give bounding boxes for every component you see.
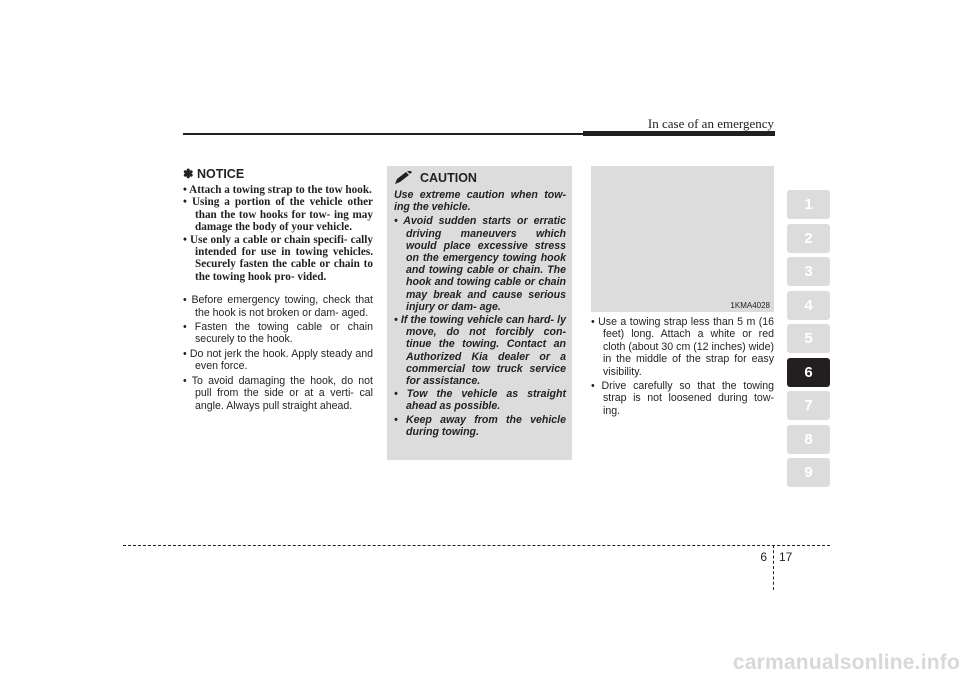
caution-item: • If the towing vehicle can hard- ly move, do not forcibly con- tinue the towing. Contact an Authorized Kia dealer or a commercial tow truck service for assistance. bbox=[394, 314, 566, 387]
page-number: 17 bbox=[779, 550, 793, 564]
chapter-tab-9[interactable]: 9 bbox=[787, 458, 830, 487]
caution-intro: Use extreme caution when tow- ing the vehicle. bbox=[394, 189, 566, 214]
chapter-tab-4[interactable]: 4 bbox=[787, 291, 830, 320]
strap-tips-column bbox=[591, 316, 774, 419]
chapter-tab-2[interactable]: 2 bbox=[787, 224, 830, 253]
section-title: In case of an emergency bbox=[647, 116, 774, 131]
instruction-item: • Do not jerk the hook. Apply steady and even force. bbox=[183, 348, 373, 373]
footer-divider bbox=[773, 545, 774, 590]
caution-item: • Tow the vehicle as straight ahead as possible. bbox=[394, 388, 566, 412]
chapter-tab-7[interactable]: 7 bbox=[787, 391, 830, 420]
figure-code: 1KMA4028 bbox=[730, 301, 770, 310]
chapter-tab-1[interactable]: 1 bbox=[787, 190, 830, 219]
caution-title: CAUTION bbox=[420, 171, 477, 185]
instruction-item: • Before emergency towing, check that the hook is not broken or dam- aged. bbox=[183, 294, 373, 319]
footer-rule bbox=[123, 545, 830, 546]
notice-item: • Using a portion of the vehicle other than the tow hooks for tow- ing may damage the body of your vehicle. bbox=[183, 196, 373, 233]
instruction-item: • Fasten the towing cable or chain securely to the hook. bbox=[183, 321, 373, 346]
caution-list bbox=[394, 215, 566, 438]
instruction-item: • To avoid damaging the hook, do not pull from the side or at a verti- cal angle. Always pull straight ahead. bbox=[183, 375, 373, 412]
pencil-icon bbox=[394, 171, 414, 185]
notice-list bbox=[183, 184, 373, 283]
header-rule-accent bbox=[583, 131, 775, 136]
strap-tips-list bbox=[591, 316, 774, 417]
notice-column bbox=[183, 166, 373, 414]
chapter-tab-6[interactable]: 6 bbox=[787, 358, 830, 387]
strap-tip-item: • Use a towing strap less than 5 m (16 feet) long. Attach a white or red cloth (about 30 cm (12 inches) wide) in the middle of the strap for easy visibility. bbox=[591, 316, 774, 378]
chapter-tab-3[interactable]: 3 bbox=[787, 257, 830, 286]
page-chapter-number: 6 bbox=[760, 550, 767, 564]
instruction-list bbox=[183, 294, 373, 412]
notice-item: • Attach a towing strap to the tow hook. bbox=[183, 184, 373, 196]
caution-box bbox=[387, 166, 572, 460]
caution-item: • Keep away from the vehicle during towing. bbox=[394, 414, 566, 438]
strap-tip-item: • Drive carefully so that the towing strap is not loosened during tow- ing. bbox=[591, 380, 774, 417]
notice-item: • Use only a cable or chain specifi- cally intended for use in towing vehicles. Securely fasten the cable or chain to the towing hook pro- vided. bbox=[183, 234, 373, 284]
chapter-tabs bbox=[787, 190, 830, 492]
caution-item: • Avoid sudden starts or erratic driving maneuvers which would place excessive stress on the emergency towing hook and towing cable or chain. The hook and towing cable or chain may break and cause serious injury or dam- age. bbox=[394, 215, 566, 313]
caution-header bbox=[394, 171, 566, 185]
notice-title: ✽ NOTICE bbox=[183, 167, 245, 181]
chapter-tab-5[interactable]: 5 bbox=[787, 324, 830, 353]
chapter-tab-8[interactable]: 8 bbox=[787, 425, 830, 454]
watermark: carmanualsonline.info bbox=[732, 651, 960, 674]
illustration-placeholder bbox=[591, 166, 774, 312]
